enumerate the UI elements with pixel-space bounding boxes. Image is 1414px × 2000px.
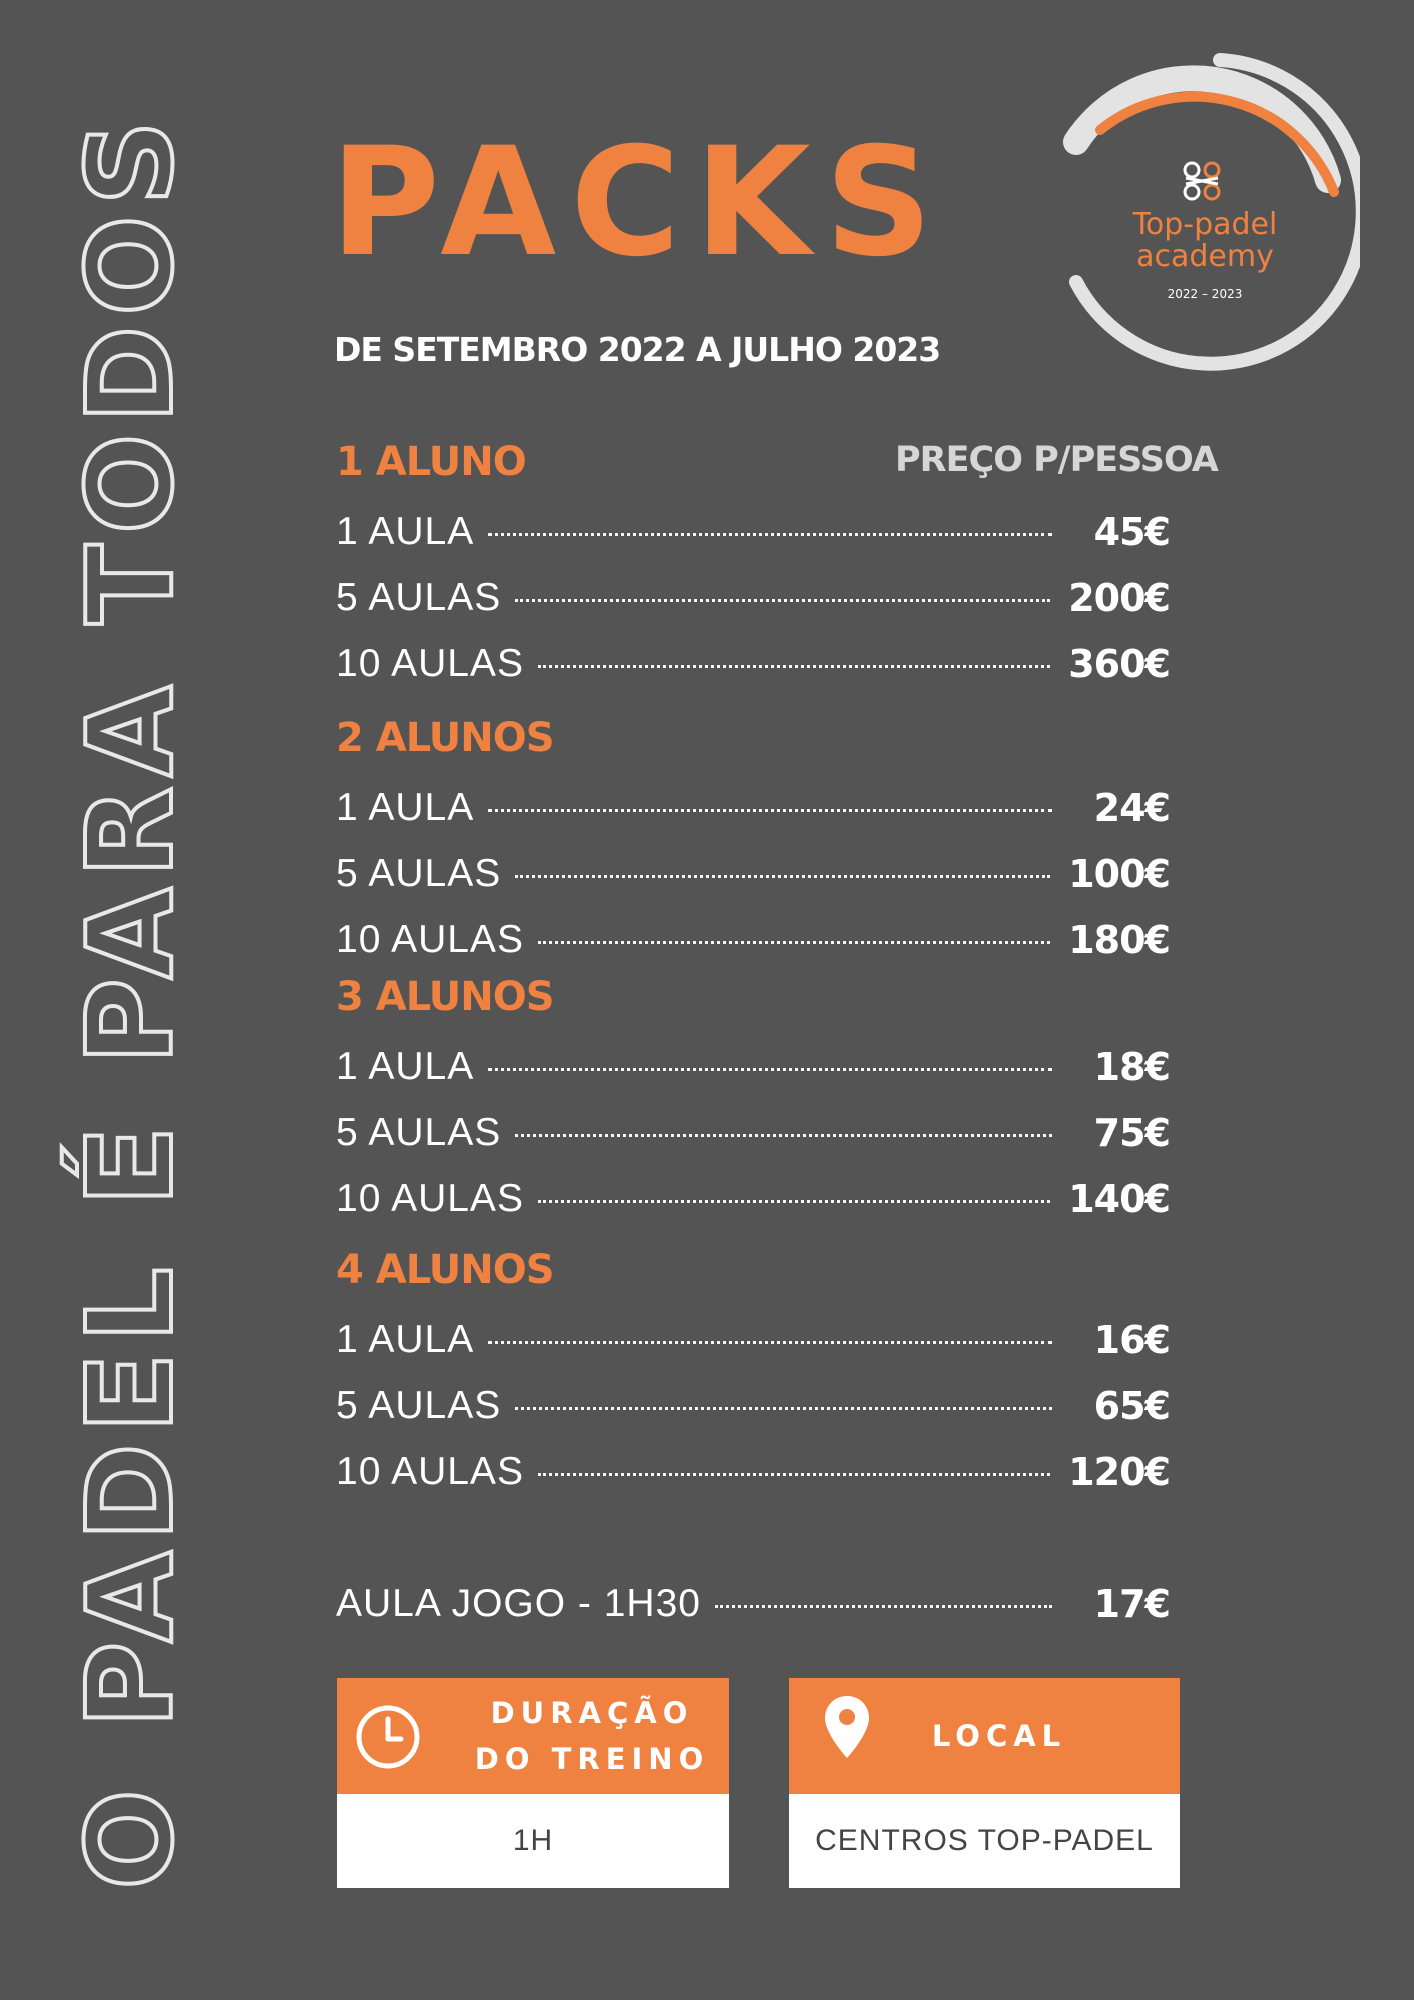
logo-ring-icon [1060, 52, 1360, 382]
duration-value: 1H [337, 1794, 729, 1888]
location-box-header [789, 1678, 1180, 1794]
duration-title [467, 1690, 717, 1782]
row-label: 10 AULAS [336, 1177, 524, 1220]
price-row-aula-jogo [336, 1560, 1170, 1626]
row-price: 18€ [1093, 1045, 1170, 1089]
price-row [336, 1362, 1170, 1428]
academy-logo [1060, 52, 1360, 382]
dot-leader [488, 1068, 1052, 1071]
price-row [336, 1296, 1170, 1362]
price-row [336, 1089, 1170, 1155]
location-box [789, 1678, 1180, 1888]
row-price: 75€ [1093, 1111, 1170, 1155]
page-subtitle: DE SETEMBRO 2022 A JULHO 2023 [334, 330, 941, 369]
dot-leader [715, 1605, 1052, 1608]
page-title: PACKS [330, 116, 947, 290]
section-title: 2 ALUNOS [336, 715, 554, 761]
row-price: 100€ [1068, 852, 1170, 896]
dot-leader [538, 1473, 1050, 1476]
svg-text:Top-padel [1132, 207, 1278, 242]
price-column-label: PREÇO P/PESSOA [895, 440, 1218, 480]
extra-section [336, 1560, 1170, 1626]
row-price: 120€ [1068, 1450, 1170, 1494]
price-row [336, 620, 1170, 686]
row-label: 5 AULAS [336, 576, 502, 619]
section-1-aluno [336, 436, 1170, 686]
logo-years: 2022 – 2023 [1167, 287, 1243, 301]
dot-leader [488, 809, 1052, 812]
price-row [336, 764, 1170, 830]
section-2-alunos [336, 712, 1170, 962]
dot-leader [515, 1134, 1052, 1137]
svg-text:2022 – 2023 [1168, 287, 1243, 301]
row-label: 1 AULA [336, 786, 475, 829]
row-label: 5 AULAS [336, 852, 502, 895]
price-row [336, 554, 1170, 620]
rackets-icon [1185, 163, 1219, 199]
dot-leader [515, 599, 1050, 602]
duration-box-header [337, 1678, 729, 1794]
logo-name-top: Top-padel [1132, 207, 1278, 242]
logo-name-bottom: academy [1136, 239, 1274, 274]
dot-leader [488, 533, 1052, 536]
row-label: 10 AULAS [336, 642, 524, 685]
side-slogan: O PADEL É PARA TODOS [61, 110, 199, 1890]
location-value: CENTROS TOP-PADEL [789, 1794, 1180, 1888]
location-pin-icon [823, 1694, 871, 1760]
section-title: 4 ALUNOS [336, 1247, 554, 1293]
duration-box [337, 1678, 729, 1888]
section-title: 1 ALUNO [336, 439, 526, 485]
price-row [336, 1155, 1170, 1221]
row-label: 10 AULAS [336, 918, 524, 961]
row-price: 24€ [1093, 786, 1170, 830]
section-4-alunos [336, 1244, 1170, 1494]
row-label: AULA JOGO - 1H30 [336, 1582, 701, 1625]
row-price: 45€ [1093, 510, 1170, 554]
dot-leader [515, 875, 1050, 878]
row-price: 140€ [1068, 1177, 1170, 1221]
price-row [336, 896, 1170, 962]
row-label: 5 AULAS [336, 1111, 502, 1154]
row-price: 200€ [1068, 576, 1170, 620]
dot-leader [515, 1407, 1052, 1410]
price-row [336, 488, 1170, 554]
svg-text:academy [1136, 239, 1274, 274]
duration-title-line1: DURAÇÃO [490, 1696, 694, 1730]
row-label: 1 AULA [336, 1045, 475, 1088]
row-price: 360€ [1068, 642, 1170, 686]
dot-leader [488, 1341, 1052, 1344]
price-row [336, 1023, 1170, 1089]
clock-icon [355, 1704, 421, 1770]
dot-leader [538, 941, 1050, 944]
section-3-alunos [336, 971, 1170, 1221]
dot-leader [538, 1200, 1050, 1203]
dot-leader [538, 665, 1050, 668]
location-title: LOCAL [931, 1719, 1067, 1753]
row-price: 65€ [1093, 1384, 1170, 1428]
row-label: 1 AULA [336, 1318, 475, 1361]
duration-title-line2: DO TREINO [474, 1742, 710, 1776]
row-price: 16€ [1093, 1318, 1170, 1362]
row-price: 180€ [1068, 918, 1170, 962]
section-title: 3 ALUNOS [336, 974, 554, 1020]
price-row [336, 830, 1170, 896]
price-row [336, 1428, 1170, 1494]
row-price: 17€ [1093, 1582, 1170, 1626]
row-label: 1 AULA [336, 510, 475, 553]
row-label: 5 AULAS [336, 1384, 502, 1427]
row-label: 10 AULAS [336, 1450, 524, 1493]
